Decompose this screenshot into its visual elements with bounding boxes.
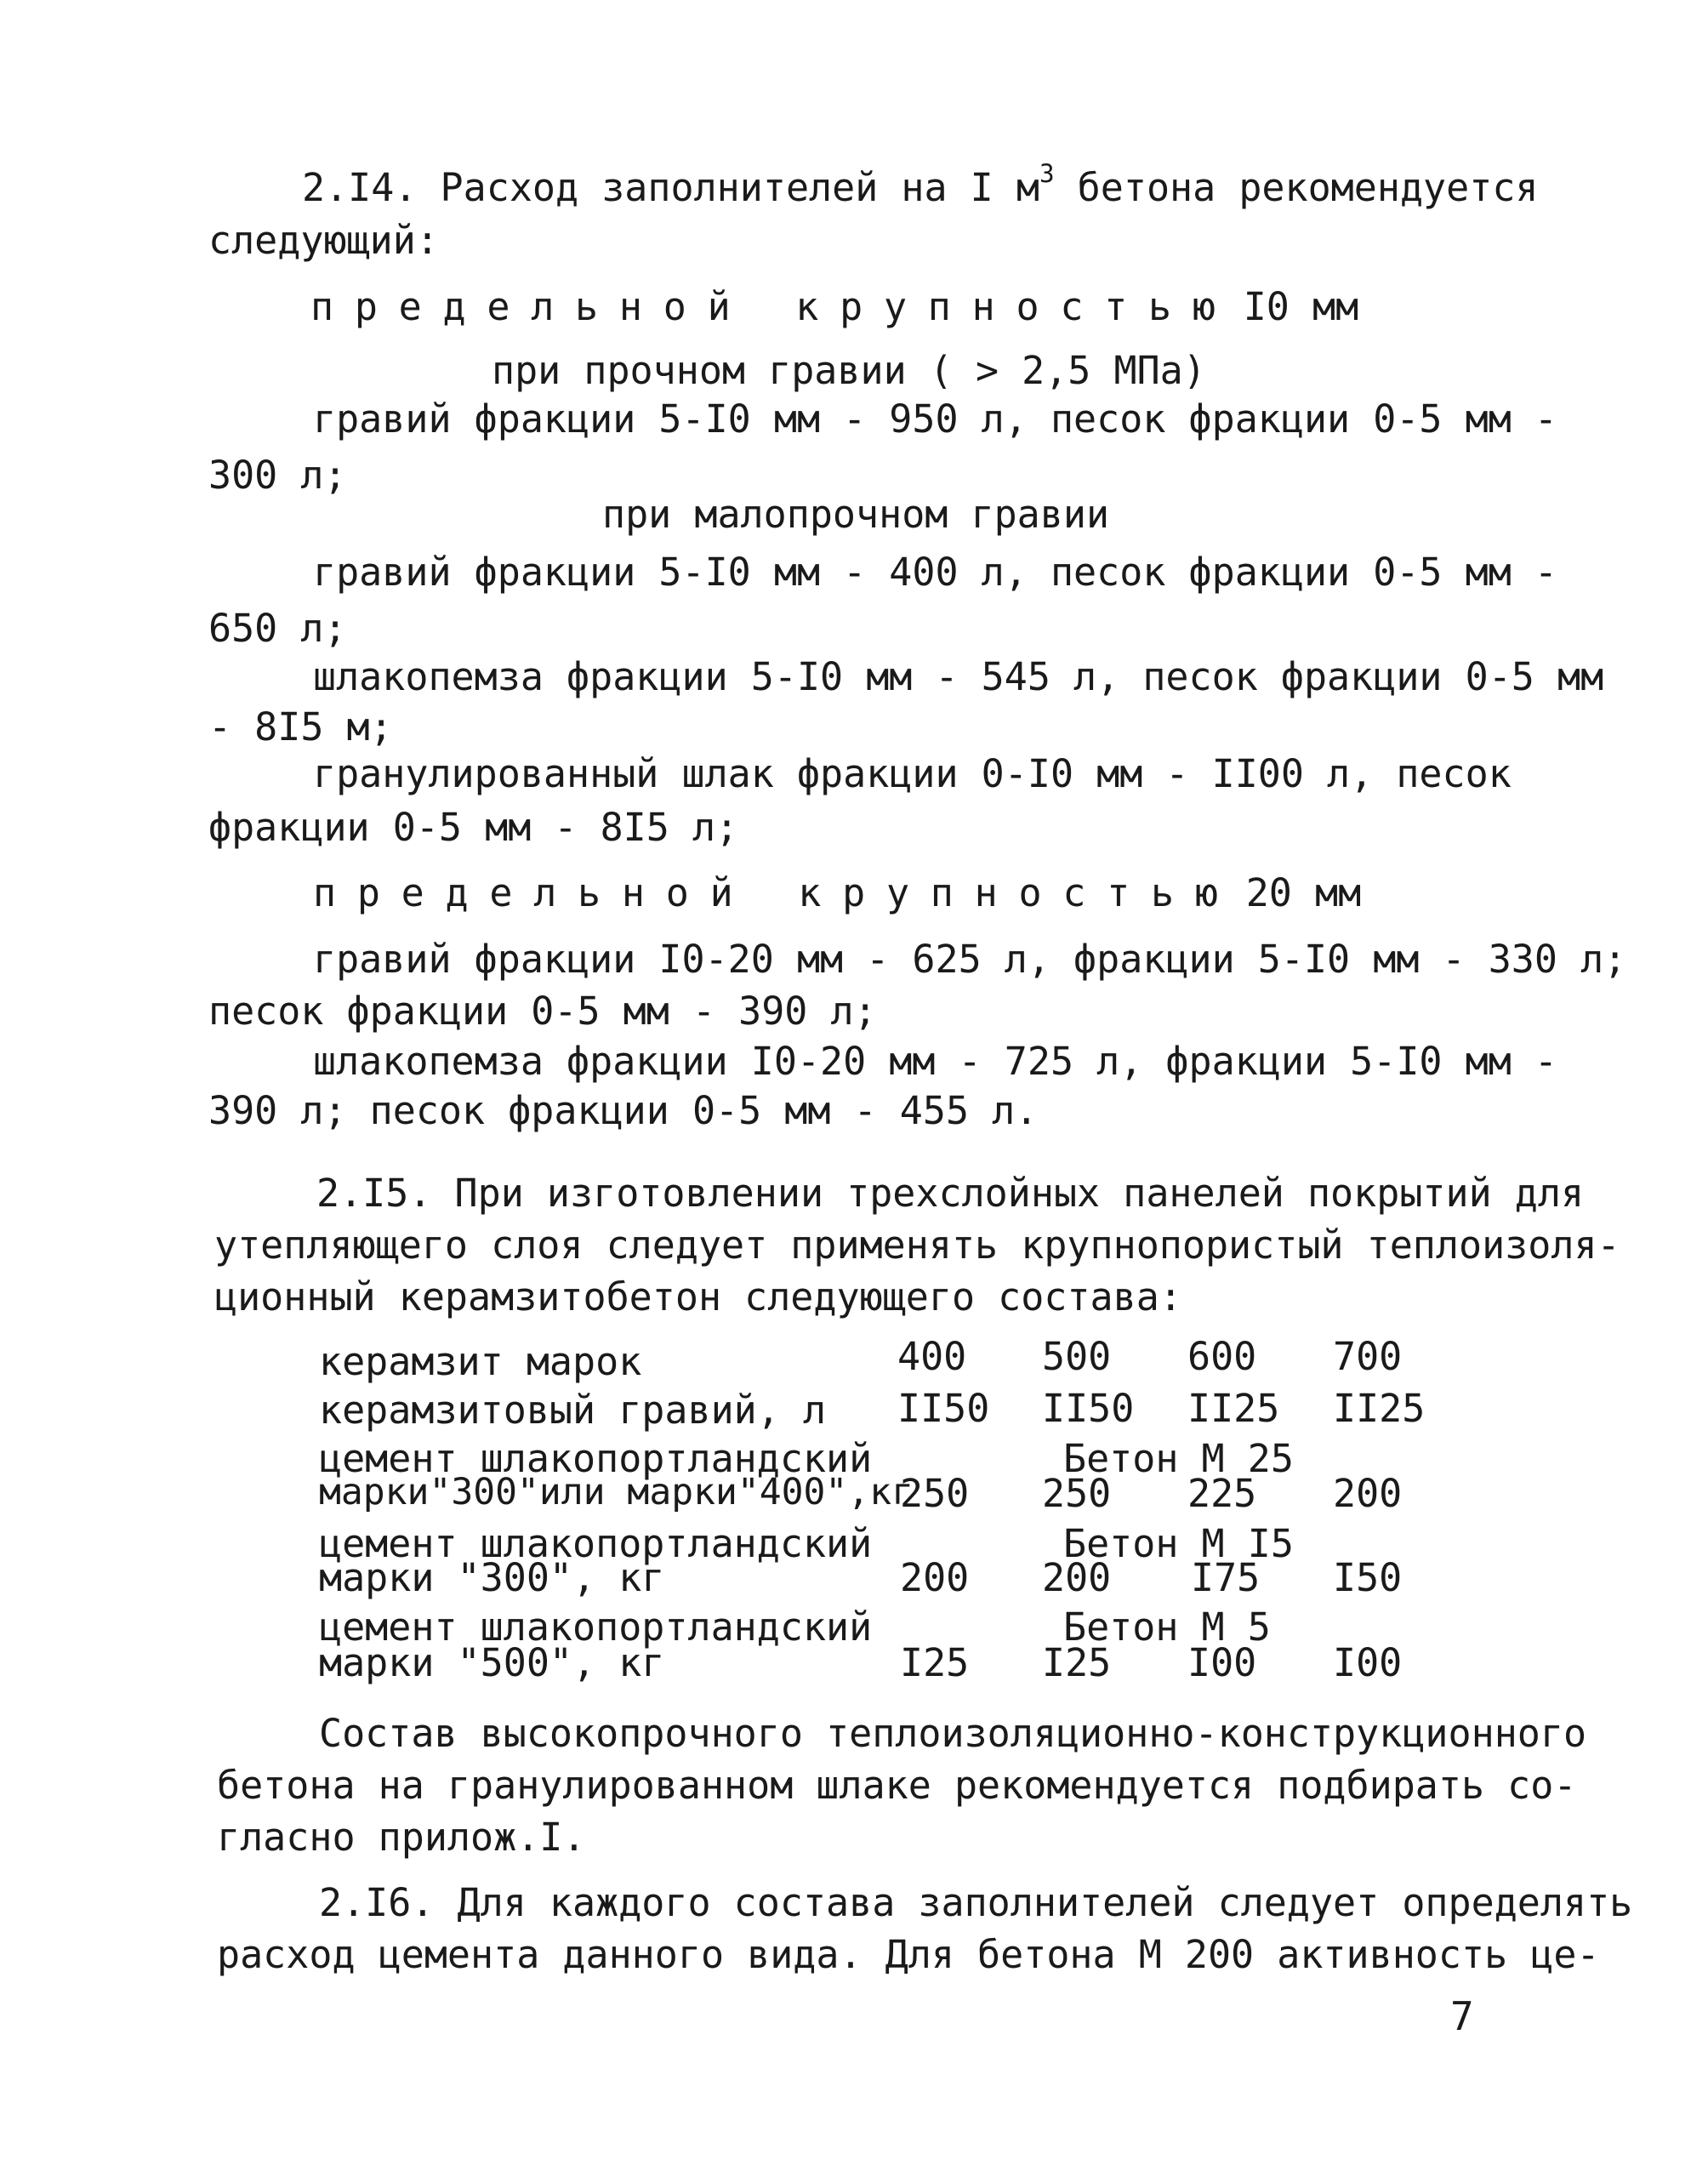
p215-l1: 2.I5. При изготовлении трехслойных панелей покрытий для [316,1171,1585,1216]
section10-weak-l2: 650 л; [208,606,347,651]
section20-gravel-l2: песок фракции 0-5 мм - 390 л; [208,989,877,1034]
section10-heading-size: I0 мм [1243,284,1359,329]
table-grade: Бетон М I5 [1063,1521,1294,1566]
after-table-l3: гласно прилож.I. [217,1815,586,1860]
section10-slag-l1: шлакопемза фракции 5-I0 мм - 545 л, песок фракции 0-5 мм [313,654,1604,699]
section10-sub-strong: при прочном гравии ( > 2,5 МПа) [492,348,1206,393]
table-cell: II50 [1042,1386,1135,1431]
table-cell: 200 [1333,1471,1403,1516]
table-grade: Бетон М 25 [1063,1436,1294,1481]
table-cell: I50 [1333,1555,1403,1600]
table-row-label: цемент шлакопортландский [319,1436,873,1481]
table-row-label: цемент шлакопортландский [319,1604,873,1650]
table-cell: 600 [1187,1334,1257,1379]
table-cell: I25 [900,1640,970,1685]
p216-l1: 2.I6. Для каждого состава заполнителей следует определять [319,1880,1633,1925]
table-cell: I25 [1042,1640,1112,1685]
table-cell: I00 [1187,1640,1257,1685]
section20-heading [313,870,1362,915]
section10-weak-l1: гравий фракции 5-I0 мм - 400 л, песок фракции 0-5 мм - [313,550,1557,595]
superscript-cubed: 3 [1039,159,1055,189]
table-cell: 250 [1042,1471,1112,1516]
page-number: 7 [1450,1993,1474,2039]
section20-slag-l1: шлакопемза фракции I0-20 мм - 725 л, фракции 5-I0 мм - [313,1039,1557,1084]
p214-line1 [302,159,1539,210]
after-table-l1: Состав высокопрочного теплоизоляционно-конструкционного [319,1711,1587,1756]
table-cell: 250 [900,1471,970,1516]
section10-sub-weak: при малопрочном гравии [602,492,1110,537]
table-row-label: марки"300"или марки"400",кг [319,1471,914,1513]
table-grade: Бетон М 5 [1063,1604,1271,1650]
section10-slag-l2: - 8I5 м; [208,704,393,749]
table-cell: II50 [897,1386,990,1431]
table-cell: II25 [1187,1386,1280,1431]
table-cell: I00 [1333,1640,1403,1685]
p214-line2: следующий: [208,218,439,263]
table-cell: 200 [900,1555,970,1600]
table-row-label: керамзитовый гравий, л [319,1388,827,1433]
section10-strong-l2: 300 л; [208,453,347,498]
p216-l2: расход цемента данного вида. Для бетона М 200 активность це- [217,1932,1600,1977]
table-row-label: цемент шлакопортландский [319,1521,873,1566]
table-row-label: марки "300", кг [319,1555,665,1600]
section10-strong-l1: гравий фракции 5-I0 мм - 950 л, песок фракции 0-5 мм - [313,396,1557,442]
table-cell: 400 [897,1334,967,1379]
section20-heading-size: 20 мм [1245,870,1362,915]
table-cell: II25 [1333,1386,1426,1431]
after-table-l2: бетона на гранулированном шлаке рекомендуется подбирать со- [217,1763,1577,1808]
section20-gravel-l1: гравий фракции I0-20 мм - 625 л, фракции 5-I0 мм - 330 л; [313,937,1627,982]
p214-line1-text-tail: бетона рекомендуется [1054,165,1539,210]
section10-heading-spaced: предельной крупностью [310,284,1237,329]
p215-l3: ционный керамзитобетон следующего состава: [214,1274,1182,1319]
table-cell: 200 [1042,1555,1112,1600]
table-cell: 700 [1333,1334,1403,1379]
table-row-label: керамзит марок [319,1339,642,1384]
section20-slag-l2: 390 л; песок фракции 0-5 мм - 455 л. [208,1088,1039,1133]
p214-line1-text: 2.I4. Расход заполнителей на I м [302,165,1039,210]
table-row-label: марки "500", кг [319,1640,665,1685]
section10-heading [310,284,1359,329]
section10-gran-l2: фракции 0-5 мм - 8I5 л; [208,805,739,850]
table-cell: 225 [1187,1471,1257,1516]
section10-gran-l1: гранулированный шлак фракции 0-I0 мм - II00 л, песок [313,751,1512,796]
p215-l2: утепляющего слоя следует применять крупнопористый теплоизоля- [214,1222,1620,1268]
table-cell: I75 [1191,1555,1261,1600]
table-cell: 500 [1042,1334,1112,1379]
section20-heading-spaced: предельной крупностью [313,870,1239,915]
